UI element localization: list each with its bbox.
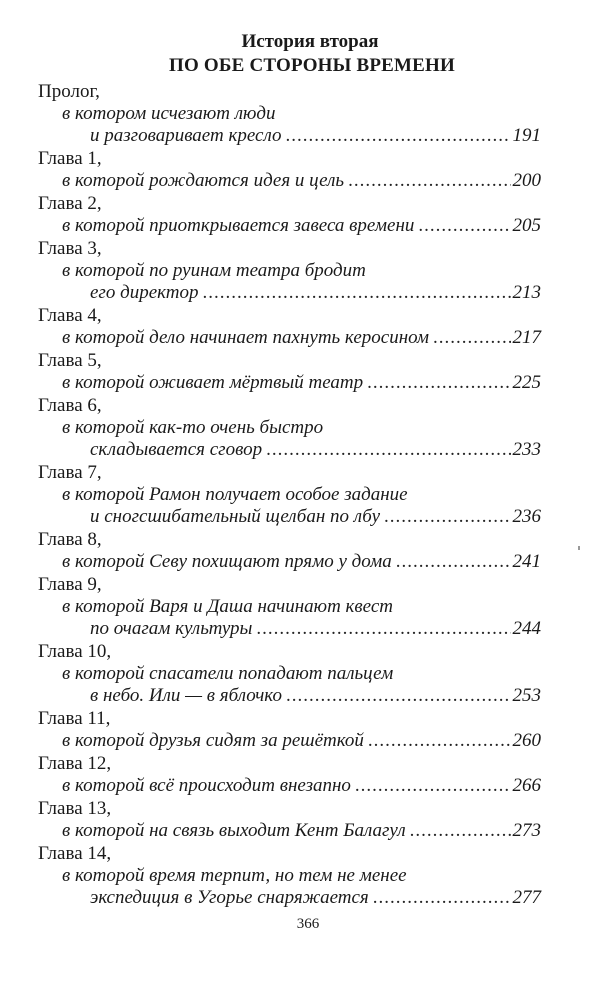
dot-leader [348, 170, 510, 192]
toc-entry [38, 573, 541, 640]
chapter-description-text: в которой на связь выходит Кент Балагул [62, 820, 406, 841]
toc-entry [38, 752, 541, 797]
chapter-description-line-with-page [90, 618, 541, 640]
chapter-description-text: в небо. Или — в яблочко [90, 685, 282, 706]
table-of-contents [38, 80, 541, 909]
chapter-page-number: 217 [512, 327, 541, 348]
chapter-title: Глава 10, [38, 641, 112, 662]
page-number: 366 [296, 916, 320, 932]
chapter-title: Глава 8, [38, 529, 102, 550]
chapter-description-text: складывается сговор [90, 439, 263, 460]
chapter-description-line-with-page [90, 506, 541, 528]
chapter-description-line: в которой время терпит, но тем не менее [62, 865, 407, 886]
chapter-description-text: в которой всё происходит внезапно [62, 775, 351, 796]
toc-entry [38, 842, 541, 909]
chapter-description-text: в которой оживает мёртвый театр [62, 372, 364, 393]
chapter-description-line-with-page [62, 215, 541, 237]
toc-entry [38, 640, 541, 707]
toc-entry [38, 237, 541, 304]
dot-leader [384, 506, 510, 528]
toc-entry [38, 394, 541, 461]
chapter-page-number: 266 [512, 775, 541, 796]
chapter-description-text: и разговаривает кресло [90, 125, 282, 146]
chapter-title: Глава 4, [38, 305, 102, 326]
toc-entry [38, 528, 541, 573]
chapter-title: Глава 2, [38, 193, 102, 214]
chapter-description-line: в которой по руинам театра бродит [62, 260, 366, 281]
chapter-page-number: 253 [512, 685, 541, 706]
toc-entry [38, 147, 541, 192]
chapter-description-text: в которой дело начинает пахнуть керосином [62, 327, 430, 348]
chapter-description-line-with-page [90, 685, 541, 707]
chapter-page-number: 200 [512, 170, 541, 191]
margin-mark [578, 546, 580, 550]
chapter-description-line-with-page [90, 887, 541, 909]
chapter-description-line-with-page [90, 125, 541, 147]
toc-entry [38, 461, 541, 528]
dot-leader [373, 887, 511, 909]
part-title: История вторая [241, 31, 379, 52]
chapter-title: Глава 6, [38, 395, 102, 416]
chapter-title: Глава 9, [38, 574, 102, 595]
chapter-description-line: в которой Рамон получает особое задание [62, 484, 408, 505]
dot-leader [286, 685, 511, 707]
chapter-description-line-with-page [62, 372, 541, 394]
toc-entry [38, 797, 541, 842]
chapter-description-line-with-page [90, 439, 541, 461]
chapter-page-number: 236 [512, 506, 541, 527]
dot-leader [285, 125, 510, 147]
chapter-description-line-with-page [62, 327, 541, 349]
chapter-description-line-with-page [90, 282, 541, 304]
dot-leader [355, 775, 511, 797]
chapter-page-number: 241 [512, 551, 541, 572]
chapter-description-text: его директор [90, 282, 199, 303]
part-subtitle: ПО ОБЕ СТОРОНЫ ВРЕМЕНИ [169, 55, 455, 76]
chapter-page-number: 213 [512, 282, 541, 303]
dot-leader [266, 439, 510, 461]
chapter-title: Пролог, [38, 81, 100, 102]
section-heading [0, 30, 596, 78]
chapter-description-line-with-page [62, 820, 541, 842]
dot-leader [368, 730, 511, 752]
chapter-title: Глава 12, [38, 753, 112, 774]
chapter-page-number: 277 [512, 887, 541, 908]
chapter-description-line: в которой Варя и Даша начинают квест [62, 596, 394, 617]
dot-leader [367, 372, 510, 394]
toc-entry [38, 192, 541, 237]
chapter-description-text: в которой Севу похищают прямо у дома [62, 551, 392, 572]
chapter-page-number: 244 [512, 618, 541, 639]
chapter-description-text: и сногсшибательный щелбан по лбу [90, 506, 381, 527]
dot-leader [203, 282, 511, 304]
chapter-title: Глава 7, [38, 462, 102, 483]
dot-leader [418, 215, 510, 237]
chapter-description-line-with-page [62, 551, 541, 573]
dot-leader [256, 618, 510, 640]
chapter-description-text: экспедиция в Угорье снаряжается [90, 887, 369, 908]
toc-entry [38, 80, 541, 147]
chapter-title: Глава 3, [38, 238, 102, 259]
chapter-page-number: 273 [512, 820, 541, 841]
chapter-title: Глава 5, [38, 350, 102, 371]
dot-leader [396, 551, 511, 573]
chapter-description-line-with-page [62, 170, 541, 192]
chapter-description-text: в которой приоткрывается завеса времени [62, 215, 415, 236]
chapter-page-number: 205 [512, 215, 541, 236]
chapter-title: Глава 13, [38, 798, 112, 819]
toc-entry [38, 304, 541, 349]
chapter-title: Глава 11, [38, 708, 111, 729]
chapter-page-number: 260 [512, 730, 541, 751]
toc-entry [38, 349, 541, 394]
chapter-page-number: 233 [512, 439, 541, 460]
chapter-description-line: в которой как-то очень быстро [62, 417, 324, 438]
chapter-title: Глава 1, [38, 148, 102, 169]
chapter-page-number: 225 [512, 372, 541, 393]
chapter-page-number: 191 [512, 125, 541, 146]
chapter-description-text: в которой друзья сидят за решёткой [62, 730, 364, 751]
chapter-description-line: в котором исчезают люди [62, 103, 276, 124]
chapter-description-text: в которой рождаются идея и цель [62, 170, 345, 191]
chapter-description-line-with-page [62, 775, 541, 797]
chapter-description-line-with-page [62, 730, 541, 752]
chapter-description-text: по очагам культуры [90, 618, 253, 639]
chapter-title: Глава 14, [38, 843, 112, 864]
chapter-description-line: в которой спасатели попадают пальцем [62, 663, 394, 684]
dot-leader [410, 820, 511, 842]
toc-entry [38, 707, 541, 752]
dot-leader [433, 327, 510, 349]
